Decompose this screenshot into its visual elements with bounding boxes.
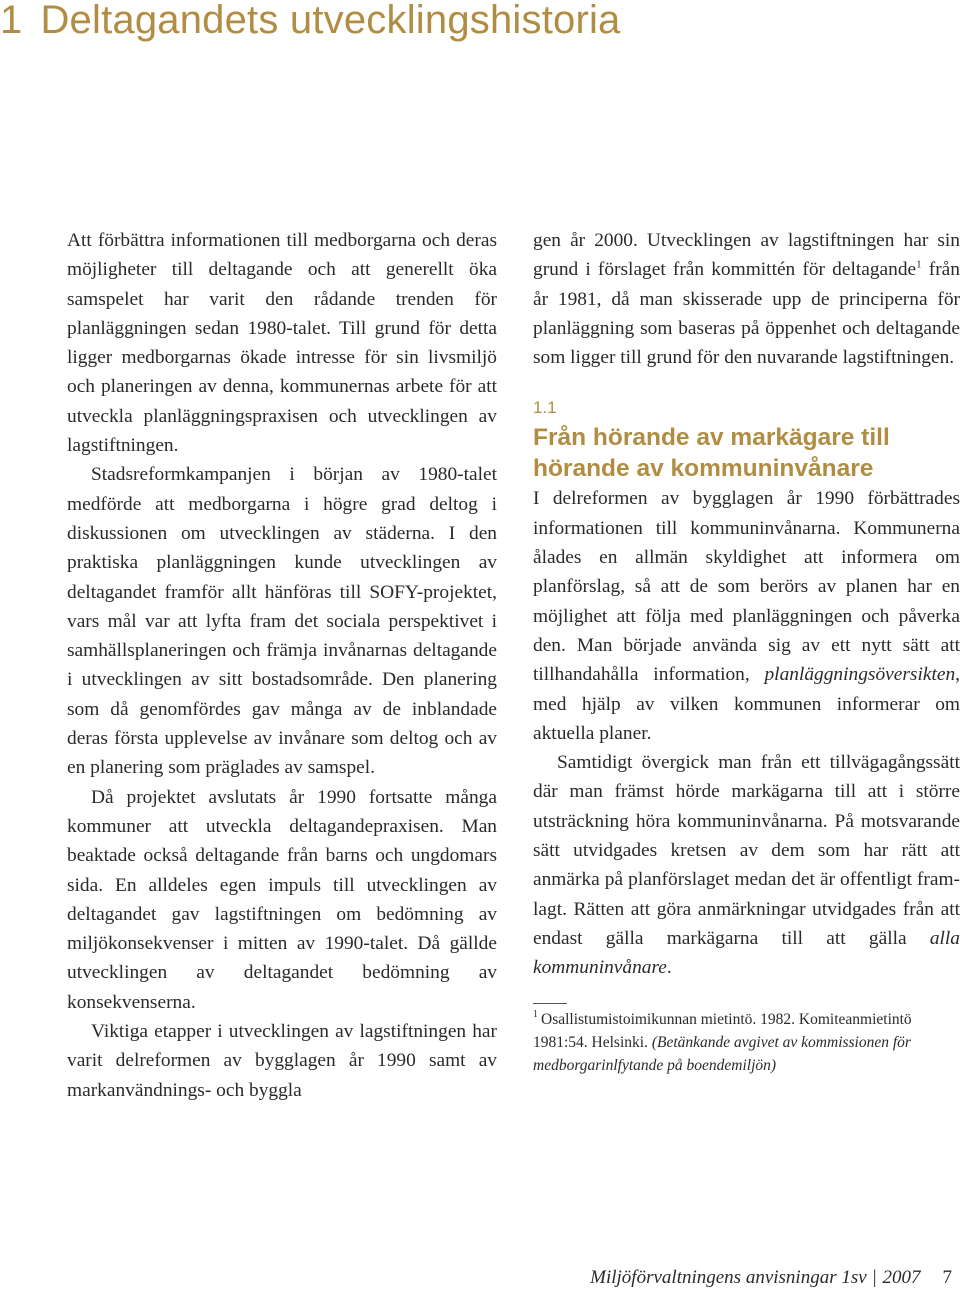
- footer-separator: |: [872, 1267, 877, 1288]
- footnote-text: Osallistumistoimikunnan mietintö. 1982. Komiteanmietintö 1981:54. Helsinki.: [533, 1010, 912, 1051]
- footnote-italic-text: (Betänkande avgivet av kommissionen för medborgarinlfytande på boendemiljön): [533, 1033, 911, 1074]
- continued-text-a: gen år 2000. Utvecklingen av lagstiftningen har sin grund i förslaget från kommittén för deltagande: [533, 230, 960, 281]
- section-paragraph-2-text-b: .: [666, 957, 672, 979]
- emphasis-term: planläggningsöversikten: [764, 664, 956, 686]
- footnote-divider: [533, 1003, 567, 1004]
- body-paragraph-1: Att förbättra informationen till medborgarna och deras möjligheter till deltagande och att generellt öka samspelet har varit den rådande trenden för planläggningen sedan 1980-talet. Till grund för detta ligger medborgarnas ökade intresse för sin livsmiljö och planeringen av denna, kommunernas arbete för att utveckla planläggningspraxisen och utvecklingen av lagstiftningen.: [67, 230, 497, 457]
- body-paragraph-2: Stadsreformkampanjen i början av 1980-talet medförde att medborgarna i högre grad deltog i diskussionen om utvecklingen av städerna. I den praktiska planläggningen kunde utvecklingen av deltagandet framför allt hänföras till SOFY-projektet, vars mål var att lyfta fram det sociala perspektivet i samhällsplaneringen och främja invånarnas deltagande i utvecklingen av sitt bostadsområde. Den planering som då genomfördes gav många av de inblandade deras första upplevelse av invånare som deltog och av en planering som präglades av samspel.: [67, 464, 497, 779]
- section-paragraph-1-text-b: , med hjälp av vilken kommunen informerar om aktuella planer.: [533, 664, 960, 744]
- section-heading: Från hörande av markägare till hörande av kommuninvånare: [533, 424, 890, 483]
- emphasis-phrase: alla kommuninvånare: [533, 927, 960, 979]
- continued-paragraph: [533, 226, 960, 372]
- chapter-title-text: Deltagandets utvecklingshistoria: [40, 0, 621, 42]
- continued-text-b: från år 1981, då man skisserade upp de principerna för planläggning som baseras på öppenhet och deltagande som ligger till grund för den nuvarande lagstiftningen.: [533, 259, 960, 369]
- footnote-number: 1: [533, 1009, 538, 1021]
- section-paragraph-2: [533, 748, 960, 982]
- right-column: [533, 226, 960, 1077]
- publication-year: 2007: [882, 1267, 921, 1288]
- footnote: [533, 1008, 960, 1077]
- left-column: [67, 226, 497, 1105]
- page-number: 7: [942, 1267, 952, 1288]
- body-paragraph-4: Viktiga etapper i utvecklingen av lagstiftningen har varit delreformen av bygglagen år 1990 samt av markanvändnings- och byggla: [67, 1021, 497, 1101]
- page-footer: [590, 1266, 952, 1290]
- section-paragraph-2-text-a: Samtidigt övergick man från ett tillvägagångssätt där man främst hörde markägarna till att i större utsträckning höra kommuninvånarna. På motsvarande sätt utvidgades kretsen av dem som har rätt att anmärka på planförslaget medan det är offentligt framlagt. Rätten att göra anmärkningar utvidgades från att endast gälla markägarna till att gälla: [533, 752, 960, 949]
- chapter-number: 1: [0, 0, 23, 42]
- body-paragraph-3: Då projektet avslutats år 1990 fortsatte många kommuner att utveckla deltagandepraxisen. Man beaktade också deltagande från barns och ungdomars sida. En alldeles egen impuls till utvecklingen av deltagandet gav lagstiftningen om bedömning av miljökonsekvenser i mitten av 1990-talet. Då gällde utvecklingen av deltagandet bedömning av konsekvenserna.: [67, 786, 497, 1013]
- section-number: 1.1: [533, 398, 557, 418]
- chapter-title: [0, 0, 621, 42]
- footnote-reference: 1: [916, 258, 922, 271]
- section-paragraph-1: [533, 484, 960, 748]
- section-paragraph-1-text-a: I delreformen av bygglagen år 1990 förbättrades informationen till kommuninvånarna. Kommunerna ålades en allmän skyldighet att informera om planförslag, så att de som berörs av planen har en möjlighet att följa med planläggningen och påverka den. Man började använda sig av ett nytt sätt att tillhandahålla information,: [533, 488, 960, 686]
- publication-name: Miljöförvaltningens anvisningar 1sv: [590, 1267, 867, 1288]
